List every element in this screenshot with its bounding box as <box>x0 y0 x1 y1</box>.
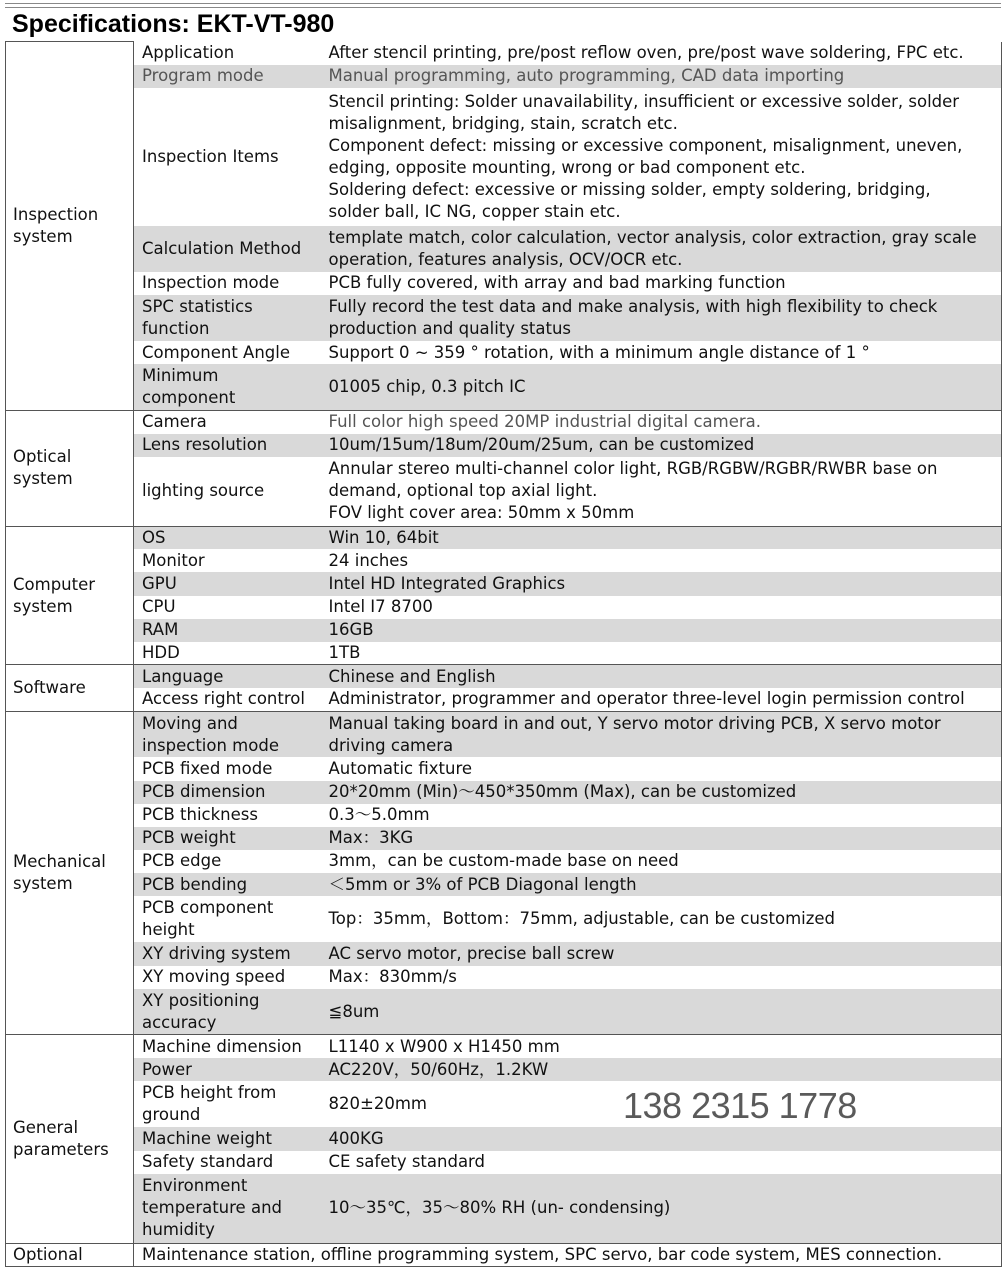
row-label: PCB edge <box>134 850 321 873</box>
row-value: 10um/15um/18um/20um/25um, can be customized <box>321 434 1002 457</box>
table-row <box>6 966 1002 989</box>
group-label-mechanical: Mechanical system <box>6 711 134 1035</box>
table-row <box>6 757 1002 780</box>
row-value: 0.3～5.0mm <box>321 804 1002 827</box>
table-row <box>6 1058 1002 1081</box>
group-label-general: General parameters <box>6 1035 134 1243</box>
label-line: inspection mode <box>142 735 279 755</box>
row-value: L1140 x W900 x H1450 mm <box>321 1035 1002 1058</box>
value-line: Manual taking board in and out, Y servo motor driving PCB, X servo motor <box>328 713 941 733</box>
row-label: PCB thickness <box>134 804 321 827</box>
row-value: 20*20mm (Min)～450*350mm (Max), can be customized <box>321 781 1002 804</box>
label-line: function <box>142 319 210 339</box>
value-line: edging, opposite mounting, wrong or bad component etc. <box>328 157 806 177</box>
row-label: Language <box>134 665 321 688</box>
table-row <box>6 88 1002 226</box>
table-row <box>6 619 1002 642</box>
row-label: CPU <box>134 596 321 619</box>
table-row <box>6 665 1002 688</box>
row-label: Safety standard <box>134 1151 321 1174</box>
value-line: Soldering defect: excessive or missing solder, empty soldering, bridging, <box>328 179 931 199</box>
group-label-optical: Optical system <box>6 411 134 527</box>
label-line: accuracy <box>142 1012 217 1032</box>
value-line: solder ball, IC NG, copper stain etc. <box>328 201 621 221</box>
table-row <box>6 711 1002 757</box>
row-value: Intel I7 8700 <box>321 596 1002 619</box>
label-line: PCB height from <box>142 1083 277 1103</box>
row-value: Top：35mm，Bottom：75mm, adjustable, can be customized <box>321 896 1002 942</box>
row-value: AC servo motor, precise ball screw <box>321 942 1002 965</box>
label-line: XY positioning <box>142 990 260 1010</box>
row-label: PCB bending <box>134 873 321 896</box>
row-label: Machine weight <box>134 1127 321 1150</box>
row-value: ≦8um <box>321 989 1002 1035</box>
table-row <box>6 896 1002 942</box>
table-row <box>6 942 1002 965</box>
table-row <box>6 850 1002 873</box>
group-label-optional: Optional <box>6 1243 134 1266</box>
row-value: Maintenance station, offline programming system, SPC servo, bar code system, MES connection. <box>134 1243 1002 1266</box>
table-row <box>6 642 1002 665</box>
row-value: 01005 chip, 0.3 pitch IC <box>321 364 1002 410</box>
group-label-inspection: Inspection system <box>6 42 134 411</box>
row-value: Automatic fixture <box>321 757 1002 780</box>
row-label <box>134 1174 321 1243</box>
page-title: Specifications: EKT-VT-980 <box>12 10 335 38</box>
row-label: RAM <box>134 619 321 642</box>
row-value: Full color high speed 20MP industrial digital camera. <box>321 411 1002 434</box>
row-value <box>321 457 1002 526</box>
value-line: operation, features analysis, OCV/OCR etc. <box>328 249 683 269</box>
value-line: demand, optional top axial light. <box>328 481 598 501</box>
table-row <box>6 341 1002 364</box>
row-value: CE safety standard <box>321 1151 1002 1174</box>
label-line: Moving and <box>142 713 238 733</box>
row-value: Win 10, 64bit <box>321 526 1002 549</box>
value-line: misalignment, bridging, stain, scratch etc. <box>328 113 678 133</box>
value-line: Fully record the test data and make analysis, with high flexibility to check <box>328 297 938 317</box>
value-line: production and quality status <box>328 319 572 339</box>
row-label: Machine dimension <box>134 1035 321 1058</box>
row-label: PCB dimension <box>134 781 321 804</box>
row-label: Camera <box>134 411 321 434</box>
row-label: Program mode <box>134 65 321 88</box>
table-row <box>6 65 1002 88</box>
row-value: 16GB <box>321 619 1002 642</box>
table-row <box>6 295 1002 341</box>
label-line: Minimum <box>142 366 219 386</box>
value-line: template match, color calculation, vector analysis, color extraction, gray scale <box>328 227 977 247</box>
row-value: Max：830mm/s <box>321 966 1002 989</box>
group-label-computer: Computer system <box>6 526 134 665</box>
row-value: Max：3KG <box>321 827 1002 850</box>
top-rule <box>5 3 1001 8</box>
table-row <box>6 1243 1002 1266</box>
row-label: Power <box>134 1058 321 1081</box>
label-line: humidity <box>142 1220 215 1240</box>
row-value: ＜5mm or 3% of PCB Diagonal length <box>321 873 1002 896</box>
label-line: temperature and <box>142 1198 283 1218</box>
group-label-software: Software <box>6 665 134 711</box>
label-line: height <box>142 920 195 940</box>
row-label <box>134 711 321 757</box>
table-row <box>6 457 1002 526</box>
row-label: lighting source <box>134 457 321 526</box>
row-label <box>134 1081 321 1127</box>
row-value: After stencil printing, pre/post reflow oven, pre/post wave soldering, FPC etc. <box>321 42 1002 65</box>
label-line: ground <box>142 1105 201 1125</box>
row-value: Administrator, programmer and operator three-level login permission control <box>321 688 1002 711</box>
table-row <box>6 1035 1002 1058</box>
row-value: 1TB <box>321 642 1002 665</box>
row-value: 820±20mm <box>321 1081 1002 1127</box>
row-value: 24 inches <box>321 549 1002 572</box>
watermark-phone: 138 2315 1778 <box>623 1085 857 1126</box>
table-row <box>6 1174 1002 1243</box>
table-row <box>6 804 1002 827</box>
table-row <box>6 411 1002 434</box>
value-line: Component defect: missing or excessive component, misalignment, uneven, <box>328 135 963 155</box>
row-label: PCB weight <box>134 827 321 850</box>
table-row <box>6 549 1002 572</box>
table-row <box>6 572 1002 595</box>
row-value: Support 0 ~ 359 ° rotation, with a minimum angle distance of 1 ° <box>321 341 1002 364</box>
row-label: Inspection Items <box>134 88 321 226</box>
label-line: component <box>142 388 236 408</box>
row-label: PCB fixed mode <box>134 757 321 780</box>
row-value: 400KG <box>321 1127 1002 1150</box>
label-line: Environment <box>142 1176 248 1196</box>
row-value: Chinese and English <box>321 665 1002 688</box>
table-row <box>6 42 1002 65</box>
row-label: Access right control <box>134 688 321 711</box>
row-value: 3mm，can be custom-made base on need <box>321 850 1002 873</box>
row-label <box>134 364 321 410</box>
row-label: OS <box>134 526 321 549</box>
table-row <box>6 688 1002 711</box>
row-label: HDD <box>134 642 321 665</box>
row-label <box>134 896 321 942</box>
row-label: GPU <box>134 572 321 595</box>
value-line: driving camera <box>328 735 454 755</box>
label-line: SPC statistics <box>142 297 253 317</box>
label-line: PCB component <box>142 898 274 918</box>
table-row <box>6 873 1002 896</box>
table-row <box>6 989 1002 1035</box>
value-line: Stencil printing: Solder unavailability, insufficient or excessive solder, solder <box>328 91 960 111</box>
value-line: FOV light cover area: 50mm x 50mm <box>328 503 635 523</box>
table-row <box>6 827 1002 850</box>
row-value <box>321 295 1002 341</box>
row-label: Component Angle <box>134 341 321 364</box>
row-label: Lens resolution <box>134 434 321 457</box>
table-row <box>6 781 1002 804</box>
row-label: Inspection mode <box>134 272 321 295</box>
row-value: 10～35℃，35～80% RH (un- condensing) <box>321 1174 1002 1243</box>
table-row <box>6 272 1002 295</box>
row-value: AC220V，50/60Hz，1.2KW <box>321 1058 1002 1081</box>
table-row <box>6 1127 1002 1150</box>
row-label: XY moving speed <box>134 966 321 989</box>
row-label <box>134 989 321 1035</box>
row-value <box>321 88 1002 226</box>
table-row <box>6 1151 1002 1174</box>
row-value: Manual programming, auto programming, CAD data importing <box>321 65 1002 88</box>
row-label <box>134 295 321 341</box>
row-label: Monitor <box>134 549 321 572</box>
table-row <box>6 526 1002 549</box>
row-label: Calculation Method <box>134 226 321 272</box>
row-label: XY driving system <box>134 942 321 965</box>
row-value <box>321 711 1002 757</box>
row-value: PCB fully covered, with array and bad marking function <box>321 272 1002 295</box>
table-row <box>6 434 1002 457</box>
row-label: Application <box>134 42 321 65</box>
row-value: Intel HD Integrated Graphics <box>321 572 1002 595</box>
row-value <box>321 226 1002 272</box>
value-line: Annular stereo multi-channel color light, RGB/RGBW/RGBR/RWBR base on <box>328 459 938 479</box>
table-row <box>6 364 1002 410</box>
table-row <box>6 226 1002 272</box>
table-row <box>6 596 1002 619</box>
